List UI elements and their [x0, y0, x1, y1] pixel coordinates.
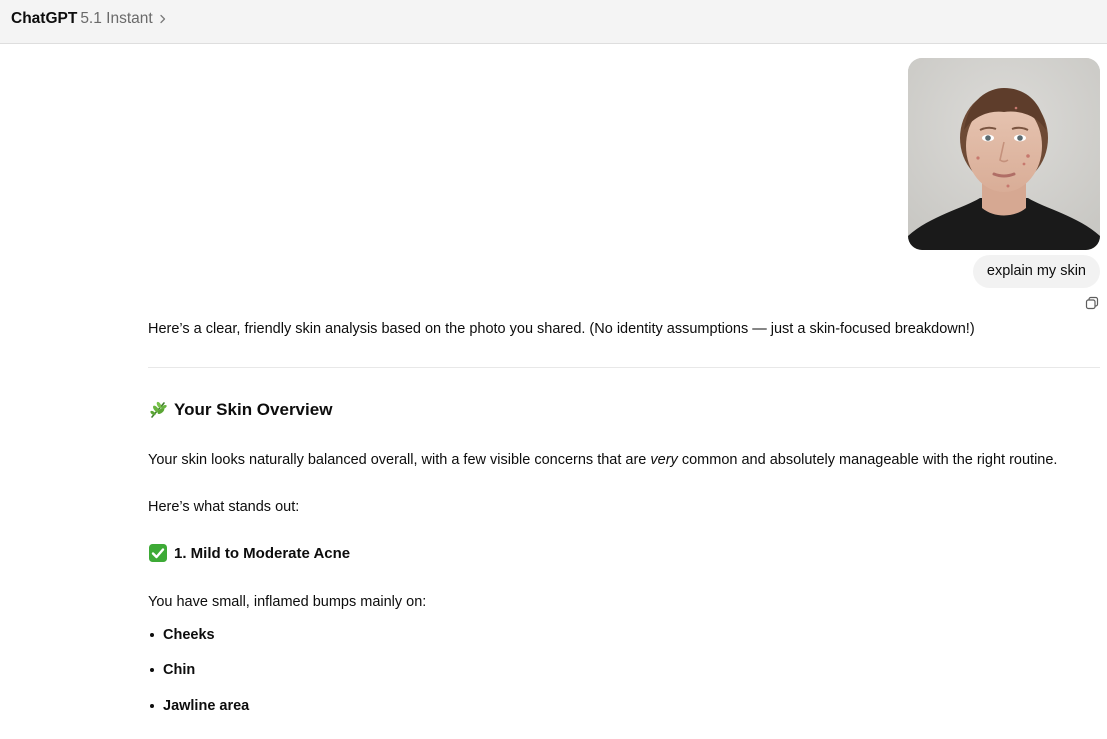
app-name: ChatGPT — [11, 10, 78, 27]
user-uploaded-photo[interactable] — [908, 58, 1100, 250]
model-selector[interactable] — [11, 9, 168, 29]
overview-text-after: common and absolutely manageable with the right routine. — [677, 452, 1058, 468]
overview-paragraph — [148, 450, 1100, 470]
overview-heading-text: Your Skin Overview — [174, 400, 333, 419]
bullet-icon — [150, 633, 154, 637]
chevron-right-icon — [158, 14, 168, 24]
acne-heading-text: 1. Mild to Moderate Acne — [174, 544, 351, 562]
copy-icon[interactable] — [1085, 296, 1099, 310]
list-item-text: Jawline area — [163, 698, 250, 714]
list-item-text: Chin — [163, 662, 196, 678]
check-mark-button-icon — [148, 543, 168, 563]
acne-heading — [148, 543, 350, 563]
top-bar — [0, 0, 1107, 44]
divider — [148, 367, 1100, 368]
herb-emoji-icon — [148, 400, 168, 420]
list-item — [148, 662, 195, 678]
portrait-photo-icon — [908, 58, 1100, 250]
acne-intro-text: You have small, inflamed bumps mainly on: — [148, 594, 427, 610]
bullet-icon — [150, 704, 154, 708]
model-name: 5.1 Instant — [80, 10, 153, 27]
overview-emphasis: very — [650, 452, 678, 468]
user-message-bubble: explain my skin — [973, 255, 1100, 288]
bullet-icon — [150, 668, 154, 672]
list-item-text: Cheeks — [163, 627, 215, 643]
list-item — [148, 698, 249, 714]
assistant-intro-text: Here’s a clear, friendly skin analysis based on the photo you shared. (No identity assumptions — just a skin-focused breakdown!) — [148, 321, 975, 337]
stands-out-text: Here’s what stands out: — [148, 499, 300, 515]
overview-text-before: Your skin looks naturally balanced overall, with a few visible concerns that are — [148, 452, 651, 468]
list-item — [148, 627, 215, 643]
overview-heading — [148, 400, 332, 420]
